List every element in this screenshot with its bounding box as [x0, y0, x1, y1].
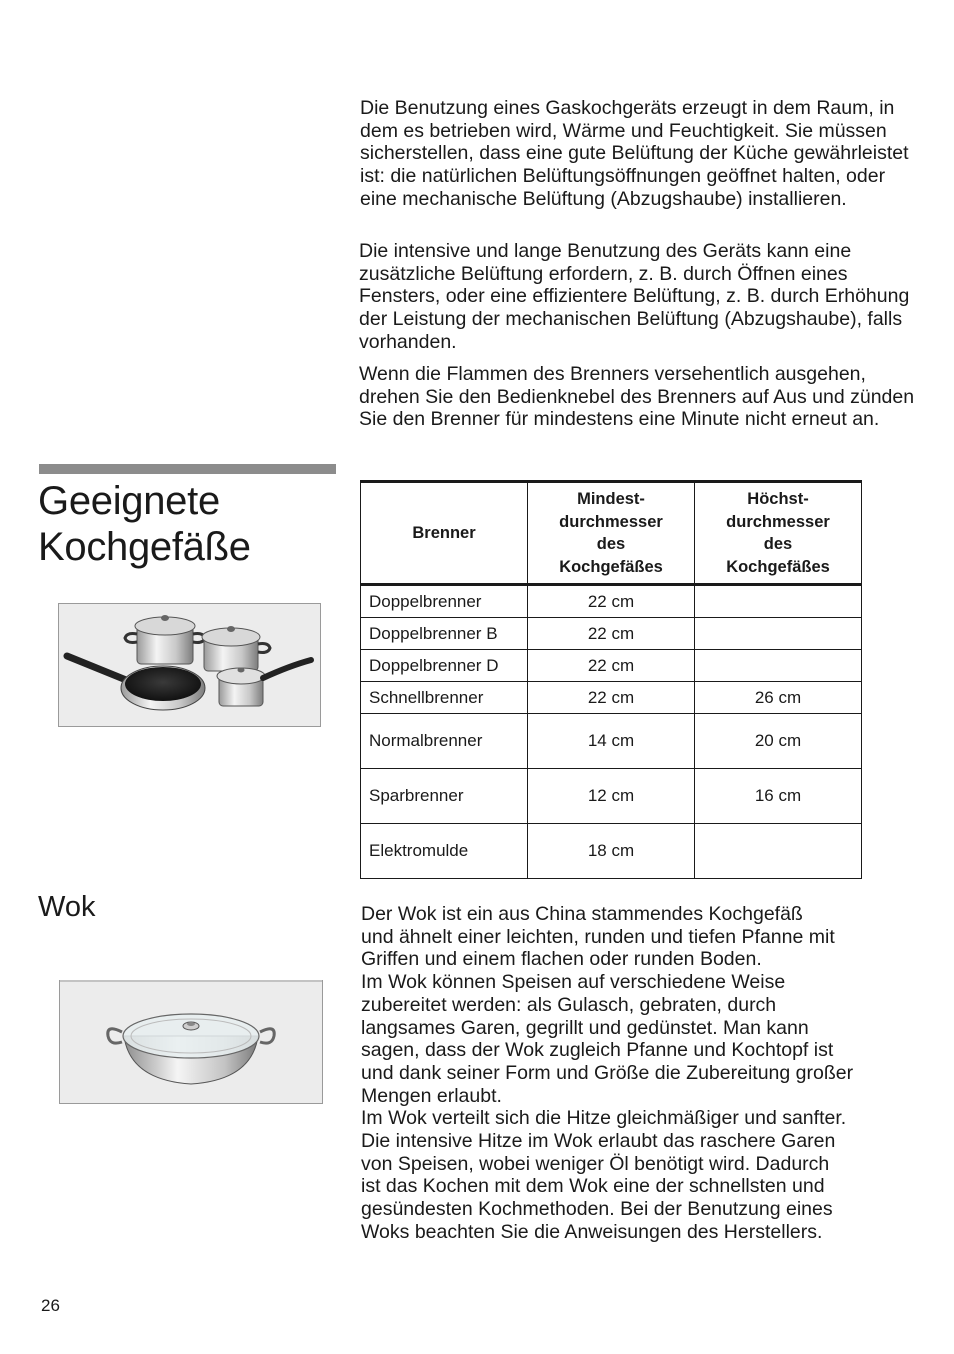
min-diameter: 18 cm — [528, 824, 695, 879]
cookware-set-icon — [59, 604, 320, 726]
section-rule — [39, 464, 336, 474]
cookware-illustration — [58, 603, 321, 727]
max-diameter: 16 cm — [695, 769, 862, 824]
max-diameter: 20 cm — [695, 714, 862, 769]
header-burner: Brenner — [361, 482, 528, 585]
min-diameter: 22 cm — [528, 650, 695, 682]
table-row — [361, 618, 862, 650]
min-diameter: 22 cm — [528, 682, 695, 714]
burner-name: Normalbrenner — [361, 714, 528, 769]
wok-illustration — [59, 980, 323, 1104]
burner-name: Schnellbrenner — [361, 682, 528, 714]
section-title-line-2: Kochgefäße — [38, 525, 251, 569]
burner-name: Elektromulde — [361, 824, 528, 879]
max-diameter — [695, 824, 862, 879]
header-min-diameter: Mindest- durchmesser des Kochgefäßes — [528, 482, 695, 585]
min-diameter: 22 cm — [528, 585, 695, 618]
burner-name: Doppelbrenner D — [361, 650, 528, 682]
table-header-row — [361, 482, 862, 585]
max-diameter: 26 cm — [695, 682, 862, 714]
min-diameter: 14 cm — [528, 714, 695, 769]
min-diameter: 12 cm — [528, 769, 695, 824]
burner-name: Sparbrenner — [361, 769, 528, 824]
ventilation-paragraph-2: Die intensive und lange Benutzung des Geräts kann eine zusätzliche Belüftung erfordern, z. B. durch Öffnen eines Fensters, oder eine effizientere Belüftung, z. B. durch Erhöhung der Leistung der mechanischen Belüftung (Abzugshaube), falls vorhanden. — [359, 240, 910, 353]
header-max-diameter: Höchst- durchmesser des Kochgefäßes — [695, 482, 862, 585]
min-diameter: 22 cm — [528, 618, 695, 650]
table-row — [361, 585, 862, 618]
page-number: 26 — [41, 1296, 60, 1315]
table-row — [361, 769, 862, 824]
wok-description: Der Wok ist ein aus China stammendes Kochgefäß und ähnelt einer leichten, runden und tiefen Pfanne mit Griffen und einem flachen oder runden Boden. Im Wok können Speisen auf verschiedene Weise zubereitet werden: als Gulasch, gebraten, durch langsames Garen, gegrillt und gedünstet. Man kann sagen, dass der Wok zugleich Pfanne und Kochtopf ist und dank seiner Form und Größe die Zubereitung großer Mengen erlaubt. Im Wok verteilt sich die Hitze gleichmäßiger und sanfter. Die intensive Hitze im Wok erlaubt das raschere Garen von Speisen, wobei weniger Öl benötigt wird. Dadurch ist das Kochen mit dem Wok eine der schnellsten und gesündesten Kochmethoden. Bei der Benutzung eines Woks beachten Sie die Anweisungen des Herstellers. — [361, 903, 854, 1243]
table-row — [361, 682, 862, 714]
wok-icon — [60, 980, 322, 1102]
wok-heading: Wok — [38, 891, 96, 923]
cookware-diameter-table — [360, 480, 862, 879]
burner-name: Doppelbrenner — [361, 585, 528, 618]
section-title-line-1: Geeignete — [38, 479, 220, 523]
max-diameter — [695, 650, 862, 682]
ventilation-paragraph-1: Die Benutzung eines Gaskochgeräts erzeugt in dem Raum, in dem es betrieben wird, Wärme und Feuchtigkeit. Sie müssen sicherstellen, dass eine gute Belüftung der Küche gewährleistet ist: die natürlichen Belüftungsöffnungen geöffnet halten, oder eine mechanische Belüftung (Abzugshaube) installieren. — [360, 97, 909, 210]
max-diameter — [695, 585, 862, 618]
ventilation-paragraph-3: Wenn die Flammen des Brenners versehentlich ausgehen, drehen Sie den Bedienknebel des Brenners auf Aus und zünden Sie den Brenner für mindestens eine Minute nicht erneut an. — [359, 363, 915, 431]
section-title — [38, 478, 251, 570]
table-row — [361, 824, 862, 879]
table-row — [361, 714, 862, 769]
max-diameter — [695, 618, 862, 650]
burner-name: Doppelbrenner B — [361, 618, 528, 650]
table-row — [361, 650, 862, 682]
